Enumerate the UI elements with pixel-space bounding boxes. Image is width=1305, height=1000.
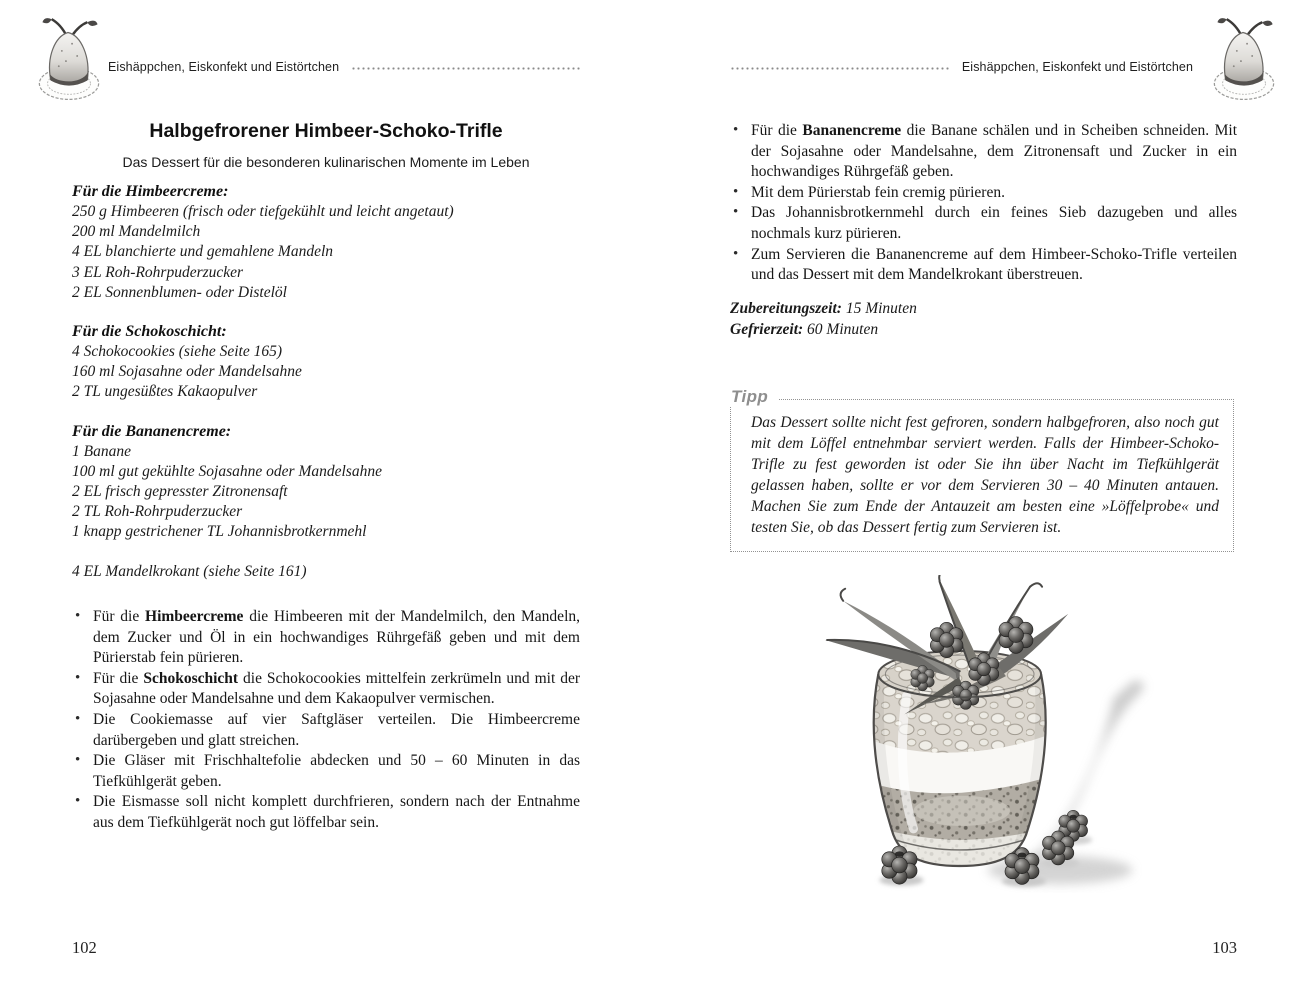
ingredient-line: 4 Schokocookies (siehe Seite 165) [72, 343, 283, 361]
recipe-subtitle: Das Dessert für die besonderen kulinarischen Momente im Leben [122, 154, 530, 170]
ingredient-group-heading: Für die Himbeercreme: [72, 183, 229, 200]
step-item [730, 121, 1237, 183]
ice-confection-on-doily-icon [36, 10, 102, 104]
ingredient-group-schokoschicht [72, 322, 580, 403]
step-bold: Himbeercreme [145, 608, 244, 625]
time-line [730, 298, 1237, 319]
tip-box [730, 387, 1234, 552]
page-left [0, 0, 652, 1000]
ingredient-line: 2 EL frisch gepresster Zitronensaft [72, 483, 288, 501]
step-item [72, 751, 580, 792]
chapter-header [730, 60, 1193, 74]
step-text: Die Cookiemasse auf vier Saftgläser verteilen. Die Himbeercreme darübergeben und glatt streichen. [93, 710, 580, 749]
time-label: Zubereitungszeit: [730, 300, 842, 317]
chapter-title-text: Eishäppchen, Eiskonfekt und Eistörtchen [108, 60, 340, 74]
ingredient-line: 2 TL ungesüßtes Kakaopulver [72, 383, 258, 401]
step-item [730, 245, 1237, 286]
ingredient-line: 250 g Himbeeren (frisch oder tiefgekühlt und leicht angetaut) [72, 203, 454, 220]
tip-label: Tipp [729, 387, 778, 407]
page-number: 102 [72, 938, 97, 957]
step-text: Die Eismasse soll nicht komplett durchfrieren, sondern nach der Entnahme aus dem Tiefkühlgerät noch gut löffelbar sein. [93, 793, 580, 831]
step-item [72, 607, 580, 669]
step-item [72, 669, 580, 710]
step-text: Für die [93, 669, 144, 687]
ingredient-line: 200 ml Mandelmilch [72, 223, 201, 241]
ingredient-line: 160 ml Sojasahne oder Mandelsahne [72, 363, 302, 381]
time-value: 15 Minuten [841, 300, 917, 317]
time-value: 60 Minuten [803, 321, 879, 338]
ingredient-line: 1 knapp gestrichener TL Johannisbrotkernmehl [72, 523, 367, 541]
ingredient-line: 4 EL blanchierte und gemahlene Mandeln [72, 243, 334, 261]
page-number: 103 [1212, 938, 1237, 957]
dotted-leader [351, 67, 580, 70]
ingredient-line: 100 ml gut gekühlte Sojasahne oder Mandelsahne [72, 462, 382, 480]
ingredient-group-heading: Für die Schokoschicht: [72, 323, 227, 341]
chapter-header [108, 60, 580, 74]
step-item [72, 792, 580, 833]
step-text: Für die [751, 122, 803, 139]
extra-ingredient: 4 EL Mandelkrokant (siehe Seite 161) [72, 562, 307, 580]
step-item [730, 183, 1237, 204]
step-text: die Banane schälen und in Scheiben schneiden. Mit der Sojasahne oder Mandelsahne, dem Zitronensaft und Zucker in ein hochwandiges Rührgefäß geben. [751, 122, 1237, 181]
ice-bite-dome [50, 32, 88, 84]
ice-confection-on-doily-icon [1211, 10, 1277, 104]
ingredient-line: 2 EL Sonnenblumen- oder Distelöl [72, 283, 287, 301]
ingredient-line: 1 Banane [72, 442, 131, 460]
step-text: die Schokocookies mittelfein zerkrümeln und mit der Sojasahne oder Mandelsahne und dem Kakaopulver vermischen. [93, 669, 580, 708]
ingredient-line: 2 TL Roh-Rohrpuderzucker [72, 503, 243, 521]
step-bold: Bananencreme [802, 122, 902, 139]
prep-times [730, 298, 1237, 340]
ingredients-section [72, 182, 580, 582]
chapter-title-text: Eishäppchen, Eiskonfekt und Eistörtchen [961, 60, 1193, 74]
ingredient-line: 3 EL Roh-Rohrpuderzucker [72, 263, 244, 281]
step-item [72, 710, 580, 751]
dotted-leader [730, 67, 950, 70]
trifle-glass-illustration [809, 575, 1241, 923]
steps-list [730, 121, 1237, 286]
page-right [653, 0, 1305, 1000]
step-text: Für die [93, 608, 146, 625]
step-item [730, 203, 1237, 244]
recipe-title: Halbgefrorener Himbeer-Schoko-Trifle [149, 120, 503, 143]
ingredient-group-himbeercreme [72, 182, 580, 303]
step-bold: Schokoschicht [143, 669, 239, 687]
tip-text: Das Dessert sollte nicht fest gefroren, sondern halbgefroren, also noch gut mit dem Löffel entnehmbar serviert werden. Falls der Himbeer-Schoko-Trifle zu fest geworden ist oder Sie ihn über Nacht im Tiefkühlgerät gelassen haben, sollte er vor dem Servieren 30 – 40 Minuten antauen. Machen Sie zum Ende der Antauzeit am besten eine »Löffelprobe« und testen Sie, ob das Dessert fertig zum Servieren ist. [751, 414, 1219, 536]
step-text: Die Gläser mit Frischhaltefolie abdecken und 50 – 60 Minuten in das Tiefkühlgerät geben. [93, 752, 580, 790]
step-text: Zum Servieren die Bananencreme auf dem Himbeer-Schoko-Trifle verteilen und das Dessert mit dem Mandelkrokant überstreuen. [751, 245, 1237, 284]
step-text: Das Johannisbrotkernmehl durch ein feines Sieb dazugeben und alles nochmals kurz pürieren. [751, 204, 1237, 242]
steps-list [72, 607, 580, 834]
time-label: Gefrierzeit: [730, 321, 804, 338]
ingredient-group-heading: Für die Bananencreme: [72, 422, 232, 440]
step-text: Mit dem Pürierstab fein cremig pürieren. [751, 183, 1005, 201]
ice-bite-dome [1225, 32, 1263, 84]
step-text: die Himbeeren mit der Mandelmilch, den Mandeln, dem Zucker und Öl in ein hochwandiges Rührgefäß geben und mit dem Pürierstab fein pürieren. [93, 608, 580, 667]
time-line [730, 319, 1237, 340]
ingredient-group-bananencreme [72, 422, 580, 543]
